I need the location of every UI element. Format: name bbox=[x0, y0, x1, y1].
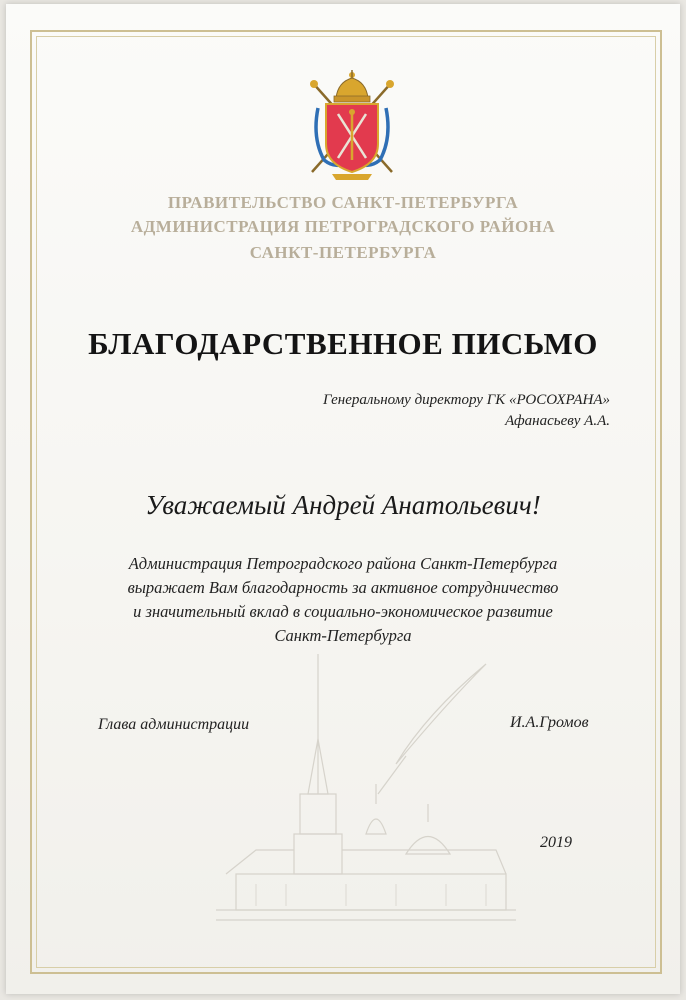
letter-body bbox=[66, 552, 620, 648]
saint-petersburg-crest-icon bbox=[304, 68, 400, 184]
addressee-position: Генеральному директору ГК «РОСОХРАНА» bbox=[323, 392, 610, 408]
letter-year: 2019 bbox=[540, 834, 572, 851]
signature-role: Глава администрации bbox=[98, 716, 250, 733]
header-city: САНКТ-ПЕТЕРБУРГА bbox=[249, 243, 437, 262]
body-line: Санкт-Петербурга bbox=[274, 626, 412, 645]
body-line: Администрация Петроградского района Санкт-Петербурга bbox=[128, 554, 558, 573]
greeting: Уважаемый Андрей Анатольевич! bbox=[145, 490, 541, 520]
signature-name: И.А.Громов bbox=[510, 714, 589, 731]
addressee-name: Афанасьеву А.А. bbox=[505, 413, 610, 429]
body-line: выражает Вам благодарность за активное сотрудничество bbox=[127, 578, 559, 597]
letter-sheet bbox=[6, 4, 680, 994]
fortress-watermark-icon bbox=[196, 644, 526, 944]
letter-title: БЛАГОДАРСТВЕННОЕ ПИСЬМО bbox=[88, 326, 598, 361]
body-line: и значительный вклад в социально-экономическое развитие bbox=[133, 602, 553, 621]
addressee-block bbox=[323, 390, 610, 432]
header-district-administration: АДМИНИСТРАЦИЯ ПЕТРОГРАДСКОГО РАЙОНА bbox=[130, 217, 556, 236]
header-government: ПРАВИТЕЛЬСТВО САНКТ-ПЕТЕРБУРГА bbox=[167, 193, 519, 212]
